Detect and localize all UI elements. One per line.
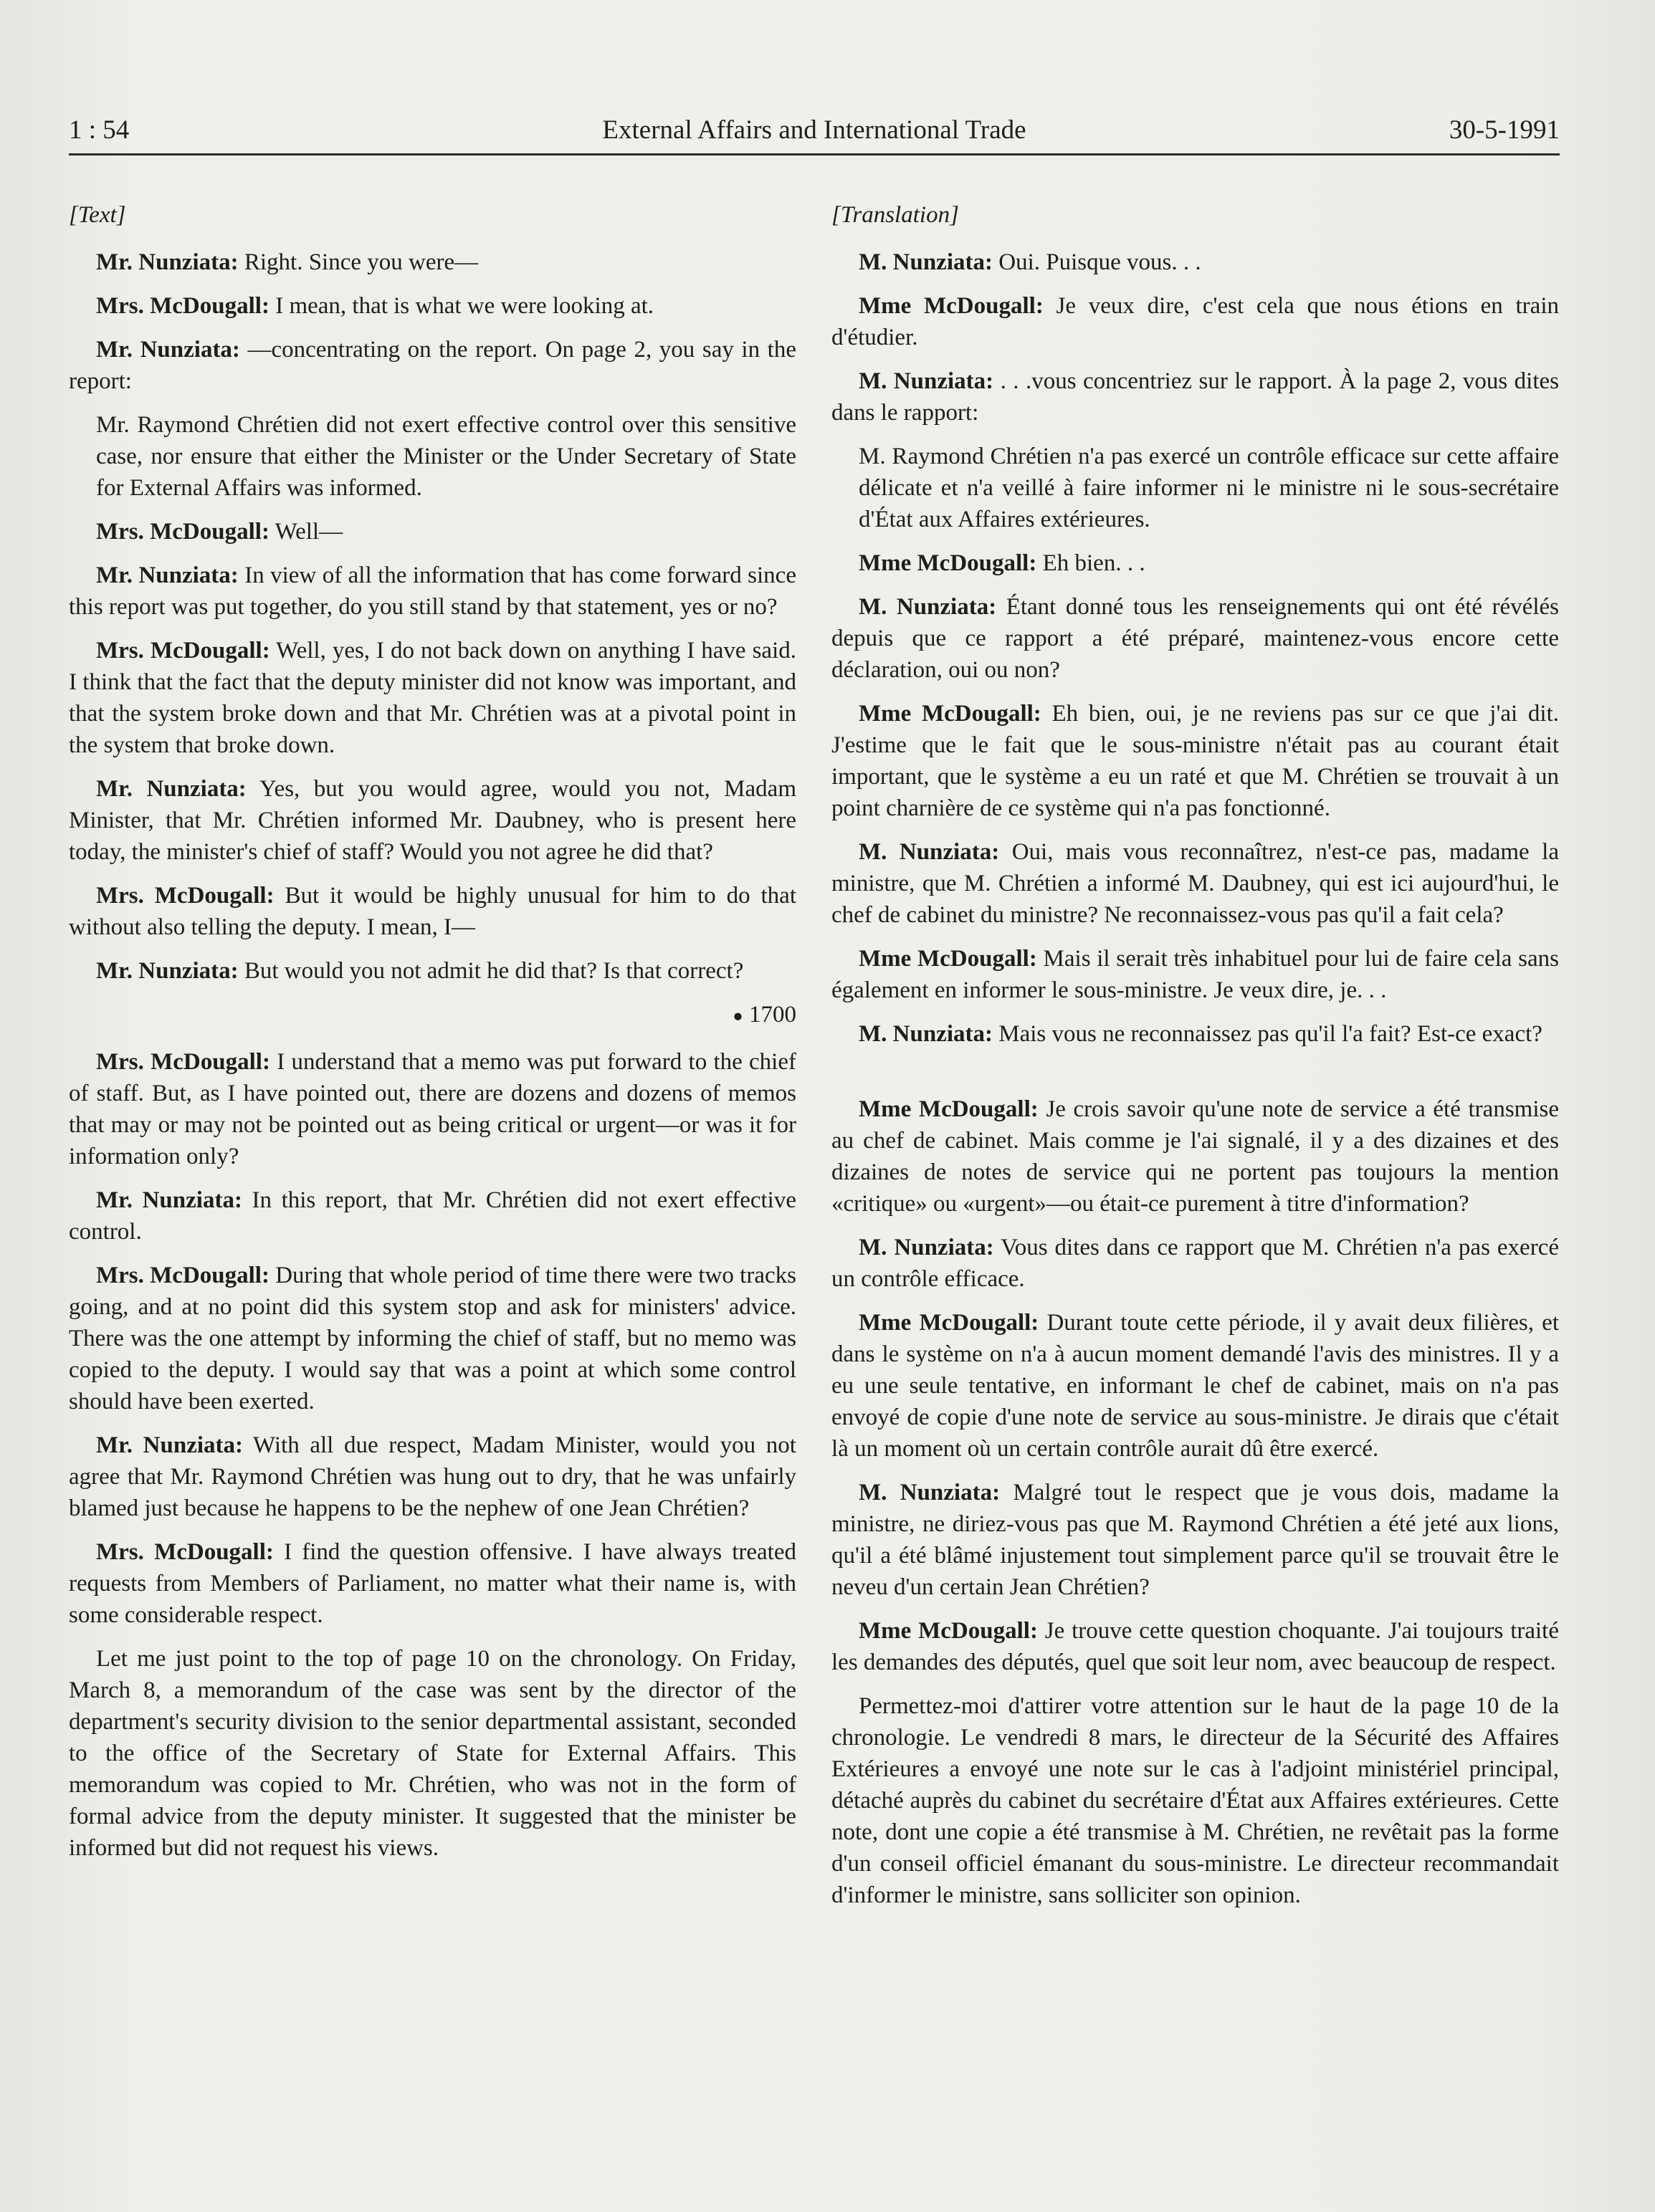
speech-text: In view of all the information that has come forward since this report was put together, do you still stand by that statement, yes or no? [69,562,796,620]
speech-text: Malgré tout le respect que je vous dois, madame la ministre, ne diriez-vous pas que M. Raymond Chrétien a été jeté aux lions, qu'il a été blâmé injustement tout simplement parce qu'il se trouvait être le neveu d'un certain Jean Chrétien? [831,1480,1560,1600]
speaker: Mrs. McDougall: [96,883,275,909]
speech-text: —concentrating on the report. On page 2, you say in the report: [69,337,796,394]
speaker: Mrs. McDougall: [96,293,270,319]
speech-text: Eh bien. . . [1036,550,1145,576]
speech-text: Durant toute cette période, il y avait deux filières, et dans le système on n'a à aucun moment demandé l'avis des ministres. Il y a eu une seule tentative, en informant le chef de cabinet, mais on n'a pas envoyé de copie d'une note de service au sous-ministre. Je dirais que c'était là un moment où un certain contrôle aurait dû être exercé. [831,1310,1559,1462]
paragraph [831,365,1559,428]
paragraph [69,1046,796,1172]
committee-title: External Affairs and International Trade [602,115,1026,145]
french-column [831,199,1559,1923]
speaker: Mme McDougall: [859,1618,1038,1644]
speech-text: But would you not admit he did that? Is that correct? [238,958,744,984]
paragraph [831,246,1559,278]
speech-text: I mean, that is what we were looking at. [269,293,654,319]
speech-text: I find the question offensive. I have always treated requests from Members of Parliament, no matter what their name is, with some considerable respect. [69,1539,796,1629]
speaker: Mr. Nunziata: [96,337,240,363]
paragraph [831,1615,1559,1678]
paragraph [69,635,796,761]
speech-text: Je trouve cette question choquante. J'ai toujours traité les demandes des députés, quel que soit leur nom, avec beaucoup de respect. [831,1618,1559,1675]
speech-text: M. Raymond Chrétien n'a pas exercé un contrôle efficace sur cette affaire délicate et n'a veillé à faire informer ni le ministre ni le sous-secrétaire d'État aux Affaires extérieures. [859,444,1559,532]
speaker: M. Nunziata: [859,249,993,275]
paragraph [69,560,796,623]
speech-text: Oui, mais vous reconnaîtrez, n'est-ce pas, madame la ministre, que M. Chrétien a informé M. Daubney, qui est ici aujourd'hui, le chef de cabinet du ministre? Ne reconnaissez-vous pas qu'il a fait cela? [831,839,1559,928]
speech-text: Vous dites dans ce rapport que M. Chrétien n'a pas exercé un contrôle efficace. [831,1235,1559,1292]
speech-text: Mr. Raymond Chrétien did not exert effective control over this sensitive case, nor ensure that either the Minister or the Under Secretary of State for External Affairs was informed. [96,412,796,501]
speech-text: Right. Since you were— [238,249,479,275]
paragraph [831,290,1559,353]
speech-text: . . .vous concentriez sur le rapport. À la page 2, vous dites dans le rapport: [831,368,1559,426]
paragraph [831,1093,1559,1220]
speaker: Mme McDougall: [859,1310,1039,1336]
speech-text: Oui. Puisque vous. . . [992,249,1201,275]
speaker: M. Nunziata: [859,368,994,394]
speaker: Mr. Nunziata: [96,249,239,275]
speaker: Mr. Nunziata: [96,1432,243,1459]
speaker: Mme McDougall: [859,293,1044,319]
speech-text: Yes, but you would agree, would you not, Madam Minister, that Mr. Chrétien informed Mr. Daubney, who is present here today, the minister's chief of staff? Would you not agree he did that? [69,776,796,865]
speaker: Mrs. McDougall: [96,1049,270,1076]
speech-text: I understand that a memo was put forward to the chief of staff. But, as I have pointed out, there are dozens and dozens of memos that may or may not be pointed out as being critical or urgent—or was it for information only? [69,1049,796,1170]
speech-text: With all due respect, Madam Minister, would you not agree that Mr. Raymond Chrétien was hung out to dry, that he was unfairly blamed just because he happens to be the nephew of one Jean Chrétien? [69,1432,796,1522]
column-label: [Text] [69,202,126,228]
speech-text: Well, yes, I do not back down on anything I have said. I think that the fact that the deputy minister did not know was important, and that the system broke down and that Mr. Chrétien was at a pivotal point in the system that broke down. [69,638,796,758]
header-rule [69,153,1560,155]
speaker: Mme McDougall: [859,550,1037,576]
english-column [69,199,796,1876]
paragraph [831,943,1559,1006]
quoted-passage [69,409,796,504]
speaker: Mr. Nunziata: [96,562,239,588]
time-marker-value: 1700 [749,1002,796,1028]
paragraph [69,880,796,943]
speaker: Mme McDougall: [859,701,1041,727]
paragraph [69,516,796,547]
speech-text: Mais vous ne reconnaissez pas qu'il l'a fait? Est-ce exact? [992,1021,1542,1047]
paragraph [69,1536,796,1631]
speaker: M. Nunziata: [859,1480,1001,1505]
paragraph [831,1307,1559,1465]
paragraph [831,591,1559,686]
speaker: Mrs. McDougall: [96,1539,274,1566]
paragraph [831,1690,1559,1911]
paragraph [831,836,1559,931]
paragraph [69,955,796,987]
speaker: Mr. Nunziata: [96,958,239,984]
speech-text: Je crois savoir qu'une note de service a été transmise au chef de cabinet. Mais comme je l'ai signalé, il y a des dizaines et des dizaines de notes de service qui ne portent pas toujours la mention «critique» ou «urgent»—ou était-ce purement à titre d'information? [831,1096,1559,1217]
paragraph [69,290,796,322]
speech-text: In this report, that Mr. Chrétien did not exert effective control. [69,1187,796,1245]
speaker: Mme McDougall: [859,946,1037,972]
speaker: Mme McDougall: [859,1096,1039,1122]
quoted-passage [831,441,1559,535]
bullet-icon: ● [733,1007,743,1026]
paragraph [69,246,796,278]
speaker: Mr. Nunziata: [96,776,247,802]
speaker: Mrs. McDougall: [96,638,270,664]
speaker: Mrs. McDougall: [96,1263,270,1289]
paragraph [831,1018,1559,1050]
speech-text: Well— [269,519,343,545]
paragraph [69,773,796,868]
page-number: 1 : 54 [69,115,130,145]
speaker: M. Nunziata: [859,1235,994,1260]
speaker: Mr. Nunziata: [96,1187,242,1214]
speech-text: Étant donné tous les renseignements qui ont été révélés depuis que ce rapport a été préparé, maintenez-vous encore cette déclaration, oui ou non? [831,594,1560,683]
speaker: M. Nunziata: [859,594,997,620]
paragraph [831,547,1559,579]
paragraph [69,1260,796,1417]
speaker: Mrs. McDougall: [96,519,270,545]
paragraph [831,1477,1559,1603]
paragraph [831,1232,1559,1295]
paragraph [69,334,796,397]
speech-text: Mais il serait très inhabituel pour lui de faire cela sans également en informer le sous-ministre. Je veux dire, je. . . [831,946,1559,1003]
speech-text: Permettez-moi d'attirer votre attention sur le haut de la page 10 de la chronologie. Le vendredi 8 mars, le directeur de la Sécurité des Affaires Extérieures a envoyé une note sur le cas à l'adjoint ministériel principal, détaché auprès du cabinet du secrétaire d'État aux Affaires extérieures. Cette note, dont une copie a été transmise à M. Chrétien, ne revêtait pas la forme d'un conseil officiel émanant du sous-ministre. Le directeur recommandait d'informer le ministre, sans solliciter son opinion. [831,1693,1559,1908]
speaker: M. Nunziata: [859,1021,993,1047]
speech-text: During that whole period of time there were two tracks going, and at no point did this system stop and ask for ministers' advice. There was the one attempt by informing the chief of staff, but no memo was copied to the deputy. I would say that was a point at which some control should have been exerted. [69,1263,796,1415]
paragraph [69,1430,796,1524]
time-marker [69,999,796,1032]
speaker: M. Nunziata: [859,839,1000,865]
column-label: [Translation] [831,202,959,228]
speech-text: Let me just point to the top of page 10 on the chronology. On Friday, March 8, a memorandum of the case was sent by the director of the department's security division to the senior departmental assistant, seconded to the office of the Secretary of State for External Affairs. This memorandum was copied to Mr. Chrétien, who was not in the form of formal advice from the deputy minister. It suggested that the minister be informed but did not request his views. [69,1646,796,1862]
paragraph [831,698,1559,824]
speech-text: Je veux dire, c'est cela que nous étions en train d'étudier. [831,293,1559,350]
speech-text: But it would be highly unusual for him to do that without also telling the deputy. I mean, I— [69,883,796,940]
paragraph [69,1184,796,1248]
paragraph [69,1643,796,1864]
speech-text: Eh bien, oui, je ne reviens pas sur ce que j'ai dit. J'estime que le fait que le sous-ministre n'était pas au courant était important, que le système a eu un raté et que M. Chrétien se trouvait à un point charnière de ce système qui n'a pas fonctionné. [831,701,1559,821]
page-header [69,115,1560,150]
header-date: 30-5-1991 [1449,115,1560,145]
